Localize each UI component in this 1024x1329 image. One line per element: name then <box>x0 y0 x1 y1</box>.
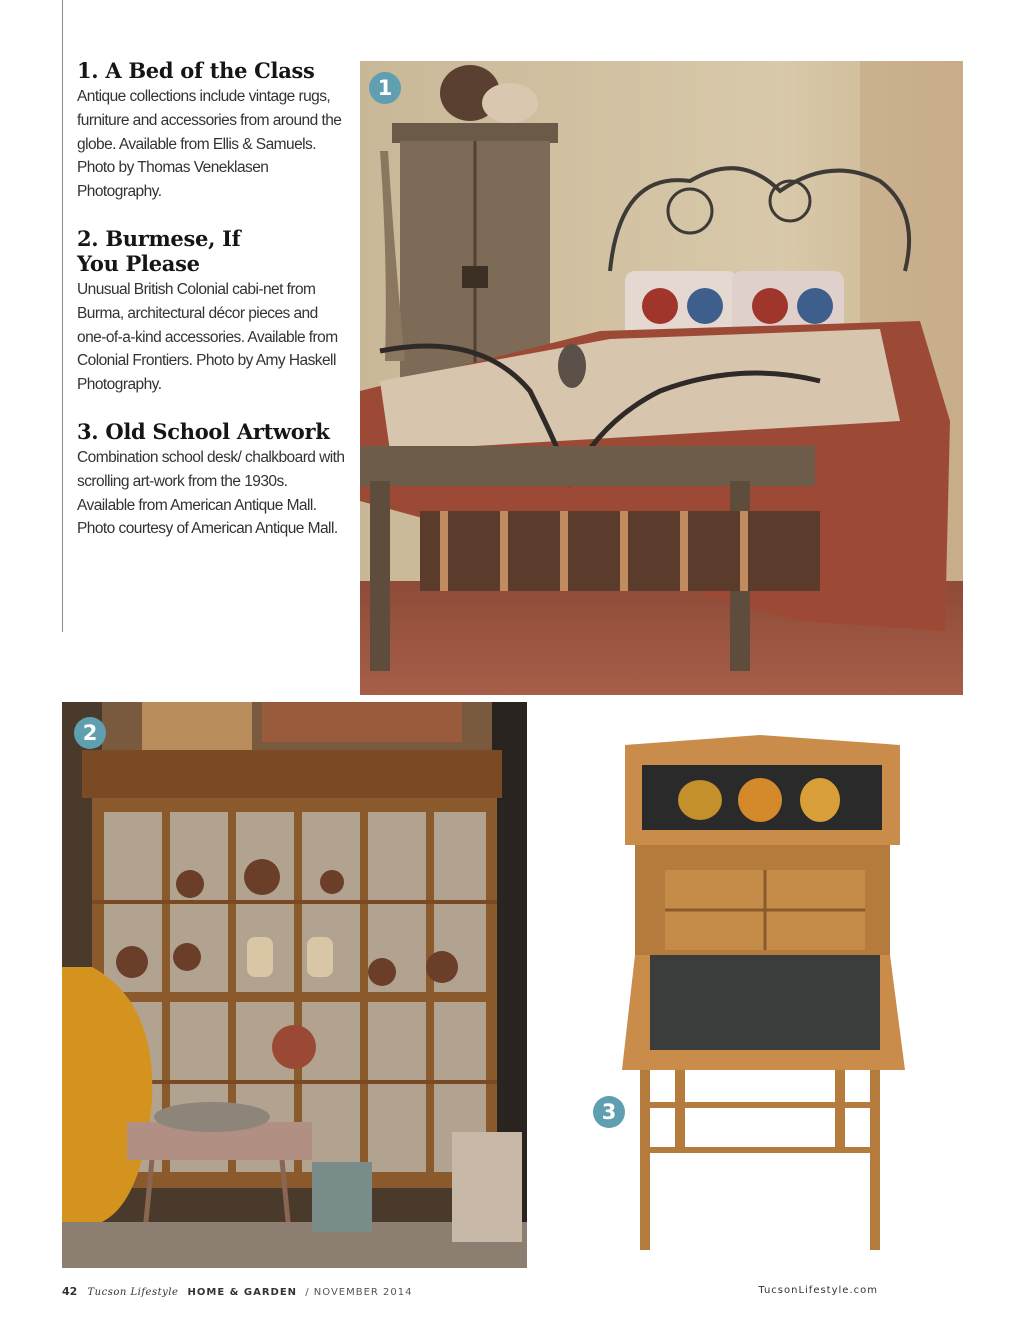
caption-3-body: Combination school desk/ chalkboard with scrolling art-work from the 1930s. Available from American Antique Mall. Photo courtesy of American Antique Mall. <box>77 448 345 538</box>
caption-1-title: 1. A Bed of the Class <box>77 58 315 83</box>
desk-illustration <box>590 730 920 1260</box>
badge-3: 3 <box>593 1096 625 1128</box>
caption-3 <box>77 419 345 541</box>
caption-2-title-line2: You Please <box>77 250 200 276</box>
captions-column <box>77 58 345 563</box>
bed-illustration <box>360 61 963 695</box>
page-footer <box>62 1285 878 1301</box>
photo-desk <box>590 730 920 1260</box>
caption-2-title-line1: 2. Burmese, If <box>77 225 241 251</box>
caption-2-body: Unusual British Colonial cabi-net from Burma, architectural décor pieces and one-of-a-kind accessories. Available from Colonial Frontiers. Photo by Amy Haskell Photography. <box>77 280 338 394</box>
cabinet-illustration <box>62 702 527 1268</box>
column-rule <box>62 0 63 632</box>
photo-cabinet <box>62 702 527 1268</box>
badge-1: 1 <box>369 72 401 104</box>
caption-3-title: 3. Old School Artwork <box>77 418 330 444</box>
caption-2-title <box>77 226 345 276</box>
website-link[interactable]: TucsonLifestyle.com <box>758 1285 878 1296</box>
magazine-name: Tucson Lifestyle <box>87 1287 179 1298</box>
caption-1 <box>77 58 345 204</box>
photo-bed <box>360 61 963 695</box>
footer-separator: / <box>305 1287 310 1298</box>
caption-2 <box>77 226 345 397</box>
issue-date: NOVEMBER 2014 <box>313 1287 413 1298</box>
section-name: HOME & GARDEN <box>187 1287 298 1298</box>
badge-2: 2 <box>74 717 106 749</box>
page-number: 42 <box>62 1285 78 1298</box>
caption-1-body: Antique collections include vintage rugs, furniture and accessories from around the globe. Available from Ellis & Samuels. Photo by Thomas Veneklasen Photography. <box>77 88 342 201</box>
